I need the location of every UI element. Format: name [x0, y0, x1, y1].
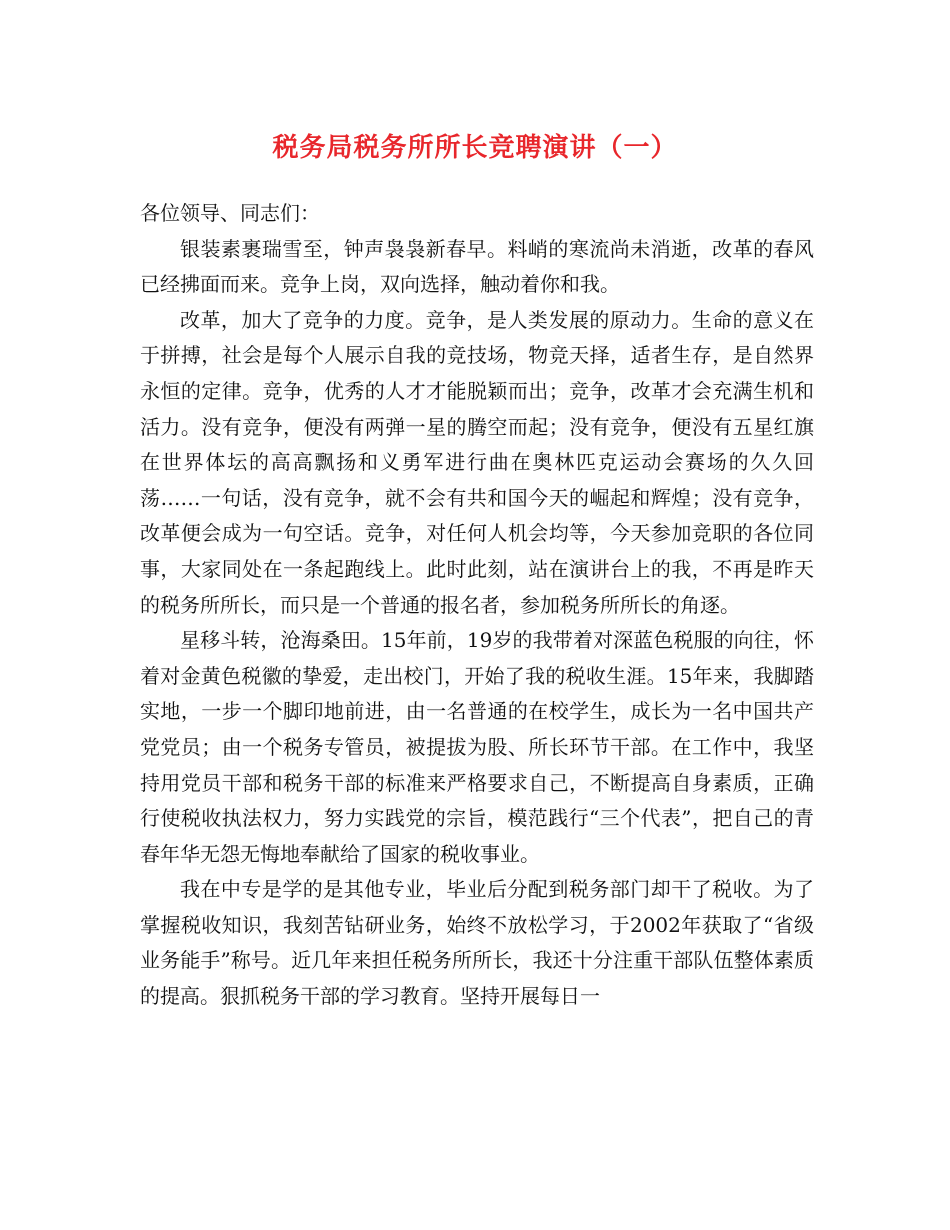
greeting-line: 各位领导、同志们： — [140, 201, 320, 225]
paragraph: 星移斗转，沧海桑田。15年前，19岁的我带着对深蓝色税服的向往，怀着对金黄色税徽的挚爱，走出校门，开始了我的税收生涯。15年来，我脚踏实地，一步一个脚印地前进，由一名普通的在校学生，成长为一名中国共产党党员；由一个税务专管员，被提拔为股、所长环节干部。在工作中，我坚持用党员干部和税务干部的标准来严格要求自己，不断提高自身素质，正确行使税收执法权力，努力实践党的宗旨，模范践行“三个代表”，把自己的青春年华无怨无悔地奉献给了国家的税收事业。 — [140, 628, 814, 866]
paragraph: 银装素裹瑞雪至，钟声袅袅新春早。料峭的寒流尚未消逝，改革的春风已经拂面而来。竞争上岗，双向选择，触动着你和我。 — [140, 236, 814, 297]
paragraph: 改革，加大了竞争的力度。竞争，是人类发展的原动力。生命的意义在于拼搏，社会是每个人展示自我的竞技场，物竞天择，适者生存，是自然界永恒的定律。竞争，优秀的人才才能脱颖而出；竞争，改革才会充满生机和活力。没有竞争，便没有两弹一星的腾空而起；没有竞争，便没有五星红旗在世界体坛的高高飘扬和义勇军进行曲在奥林匹克运动会赛场的久久回荡……一句话，没有竞争，就不会有共和国今天的崛起和辉煌；没有竞争，改革便会成为一句空话。竞争，对任何人机会均等，今天参加竞职的各位同事，大家同处在一条起跑线上。此时此刻，站在演讲台上的我，不再是昨天的税务所所长，而只是一个普通的报名者，参加税务所所长的角逐。 — [140, 307, 814, 617]
document-body — [140, 196, 814, 1015]
paragraph: 我在中专是学的是其他专业，毕业后分配到税务部门却干了税收。为了掌握税收知识，我刻苦钻研业务，始终不放松学习，于2002年获取了“省级业务能手”称号。近几年来担任税务所所长，我还十分注重干部队伍整体素质的提高。狠抓税务干部的学习教育。坚持开展每日一 — [140, 877, 814, 1009]
document-title: 税务局税务所所长竞聘演讲（一） — [272, 133, 678, 163]
